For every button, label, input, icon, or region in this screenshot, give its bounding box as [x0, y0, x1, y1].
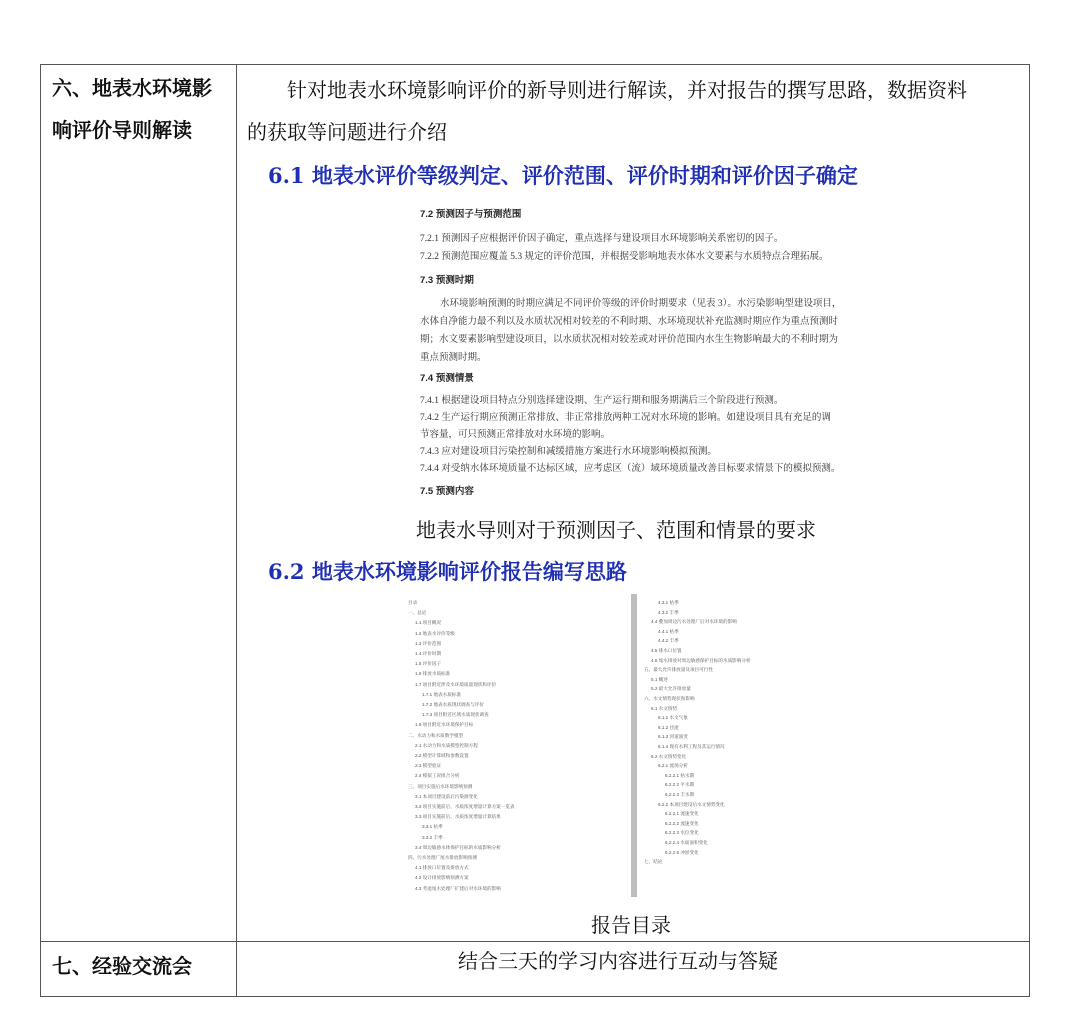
toc-entry: 4.3.2 丰季: [658, 609, 679, 615]
doc-line: 7.4.2 生产运行期应预测正常排放、非正常排放两种工况对水环境的影响。如建设项目具有充足的调: [420, 413, 831, 423]
toc-entry: 6.2.2.3 水位变化: [665, 830, 699, 836]
doc-line: 7.4.1 根据建设项目特点分别选择建设期、生产运行期和服务期满后三个阶段进行预测。: [420, 396, 784, 406]
toc-entry: 四、污水处理厂尾水排放影响预测: [408, 855, 477, 860]
toc-entry: 6.2 水文情势变化: [651, 753, 687, 759]
intro-line1: 针对地表水环境影响评价的新导则进行解读，并对报告的撰写思路，数据资料: [287, 78, 967, 102]
toc-entry: 4.3.1 枯季: [658, 600, 679, 605]
toc-entry: 五、最大允许排放量及项目可行性: [644, 667, 713, 673]
doc-line: 7.4.3 应对建设项目污染控制和减缓措施方案进行水环境影响模拟预测。: [420, 447, 717, 457]
toc-entry: 2.4 模拟工况组合分析: [415, 773, 460, 779]
toc-entry: 1.8 项目附近水环境保护目标: [415, 722, 474, 728]
toc-entry: 6.2.2.2 平水期: [665, 782, 695, 788]
toc-entry: 3.4 周边敏感水体保护目标的水质影响分析: [415, 844, 501, 850]
intro-line2: 的获取等问题进行介绍: [247, 120, 447, 144]
section-6-2-heading: 6.2 地表水环境影响评价报告编写思路: [268, 559, 627, 584]
toc-entry: 4.4.2 丰季: [658, 638, 679, 644]
toc-entry: 1.1 项目概况: [415, 620, 442, 626]
row-divider: [40, 941, 1030, 942]
toc-entry: 6.2.2.3 丰水期: [665, 792, 695, 797]
toc-entry: 4.3 考虑尾水处理厂扩建后对水环境的影响: [415, 885, 501, 891]
doc-line: 7.2.2 预测范围应覆盖 5.3 规定的评价范围，并根据受影响地表水体水文要素与水质特点合理拓展。: [420, 252, 829, 262]
toc-entry: 3.2 项目实施前后、水质浓度增量计算方案一览表: [415, 804, 515, 809]
section-6-1-heading: 6.1 地表水评价等级判定、评价范围、评价时期和评价因子确定: [268, 163, 858, 188]
row7-content: 结合三天的学习内容进行互动与答疑: [458, 949, 778, 973]
toc-entry: 6.2.2 本项目建设后水文情势变化: [658, 801, 725, 807]
toc-entry: 3.1 本项目建设前后污染源变化: [415, 793, 478, 799]
toc-entry: 6.2.2.5 冲淤变化: [665, 849, 699, 855]
doc-line: 7.2.1 预测因子应根据评价因子确定，重点选择与建设项目水环境影响关系密切的因子。: [420, 234, 784, 244]
toc-entry: 6.2.2.4 水面面积变化: [665, 840, 708, 845]
toc-entry: 5.1 概述: [651, 676, 668, 682]
toc-entry: 2.2 模型计算域和参数设置: [415, 753, 469, 758]
toc-entry: 1.7.2 地表水质现状调查与评价: [422, 702, 485, 707]
toc-entry: 6.1.4 现有水利工程及其运行情况: [658, 744, 725, 749]
doc-line: 7.3 预测时期: [420, 275, 474, 286]
caption-toc: 报告目录: [591, 913, 671, 937]
page-divider: [631, 594, 637, 897]
doc-line: 7.5 预测内容: [420, 486, 474, 497]
toc-entry: 6.1.3 河道演变: [658, 734, 688, 740]
doc-line: 水体自净能力最不利以及水质状况相对较差的不利时期、水环境现状补充监测时期应作为重点预测时: [420, 317, 839, 327]
toc-entry: 4.6 尾水排放对周边敏感保护目标的水质影响分析: [651, 657, 751, 663]
guideline-excerpt-image: [408, 192, 878, 502]
toc-entry: 6.2.2.1 流速变化: [665, 811, 699, 817]
toc-page-left: [404, 594, 629, 897]
toc-entry: 1.3 评价范围: [415, 640, 442, 646]
toc-entry: 4.2 设计排放影响预测方案: [415, 875, 469, 881]
row7-title: 七、经验交流会: [52, 954, 192, 978]
toc-entry: 6.1 水文情势: [651, 705, 678, 711]
toc-entry: 1.6 排放水质标准: [415, 671, 451, 677]
toc-entry: 3.3.1 枯季: [422, 824, 443, 830]
caption-guideline: 地表水导则对于预测因子、范围和情景的要求: [416, 518, 816, 542]
doc-line: 7.4 预测情景: [420, 373, 474, 384]
toc-entry: 6.2.1 流场分析: [658, 763, 688, 769]
column-divider: [236, 64, 237, 997]
doc-line: 水环境影响预测的时期应满足不同评价等级的评价时期要求（见表 3）。水污染影响型建设项目，: [440, 299, 842, 309]
toc-entry: 三、项目实施后水环境影响预测: [408, 783, 473, 789]
doc-line: 重点预测时期。: [420, 353, 487, 363]
toc-entry: 2.1 水动力和水质模型控制方程: [415, 742, 478, 748]
toc-entry: 目录: [408, 600, 418, 605]
toc-entry: 1.5 评价因子: [415, 661, 442, 667]
row6-title-line1: 六、地表水环境影: [52, 76, 212, 100]
toc-entry: 1.4 评价时期: [415, 651, 442, 656]
toc-entry: 一、总论: [408, 610, 427, 616]
toc-entry: 4.4 叠加周边污水处理厂后对水环境的影响: [651, 619, 737, 625]
row6-intro: [247, 72, 1022, 150]
doc-line: 7.2 预测因子与预测范围: [420, 209, 522, 220]
toc-entry: 1.2 地表水评价等级: [415, 630, 455, 636]
toc-entry: 1.7 项目附近涉及水环境质量现状和评价: [415, 681, 497, 687]
toc-entry: 5.2 最大允许排放量: [651, 686, 691, 692]
toc-entry: 1.7.3 项目附近区域水质现状调查: [422, 712, 489, 718]
toc-entry: 1.7.1 地表水质标准: [422, 691, 462, 697]
toc-entry: 3.3.2 丰季: [422, 834, 443, 840]
toc-entry: 4.4.1 枯季: [658, 628, 679, 634]
toc-page-right: [640, 594, 870, 884]
toc-entry: 6.2.2.2 流速变化: [665, 820, 699, 826]
toc-entry: 4.1 排放口位置及排放方式: [415, 865, 469, 871]
toc-entry: 6.2.2.1 枯水期: [665, 772, 695, 778]
toc-entry: 七、结论: [644, 859, 663, 865]
doc-line: 节容量，可只预测正常排放对水环境的影响。: [420, 430, 611, 440]
row6-title-line2: 响评价导则解读: [52, 118, 192, 142]
toc-entry: 六、水文情势现状和影响: [644, 696, 695, 701]
toc-entry: 6.1.2 径流: [658, 724, 679, 730]
doc-line: 期；水文要素影响型建设项目，以水质状况相对较差或对评价范围内水生生物影响最大的不利时期为: [420, 335, 839, 345]
toc-entry: 3.3 项目实施前后、水质浓度增量计算结果: [415, 814, 501, 820]
toc-entry: 4.5 排水口位置: [651, 648, 682, 653]
doc-line: 7.4.4 对受纳水体环境质量不达标区域，应考虑区（流）域环境质量改善目标要求情景下的模拟预测。: [420, 464, 841, 474]
toc-entry: 二、水动力和水质数学模型: [408, 732, 464, 738]
toc-entry: 6.1.1 水文气象: [658, 715, 688, 721]
toc-entry: 2.3 模型验证: [415, 763, 442, 769]
